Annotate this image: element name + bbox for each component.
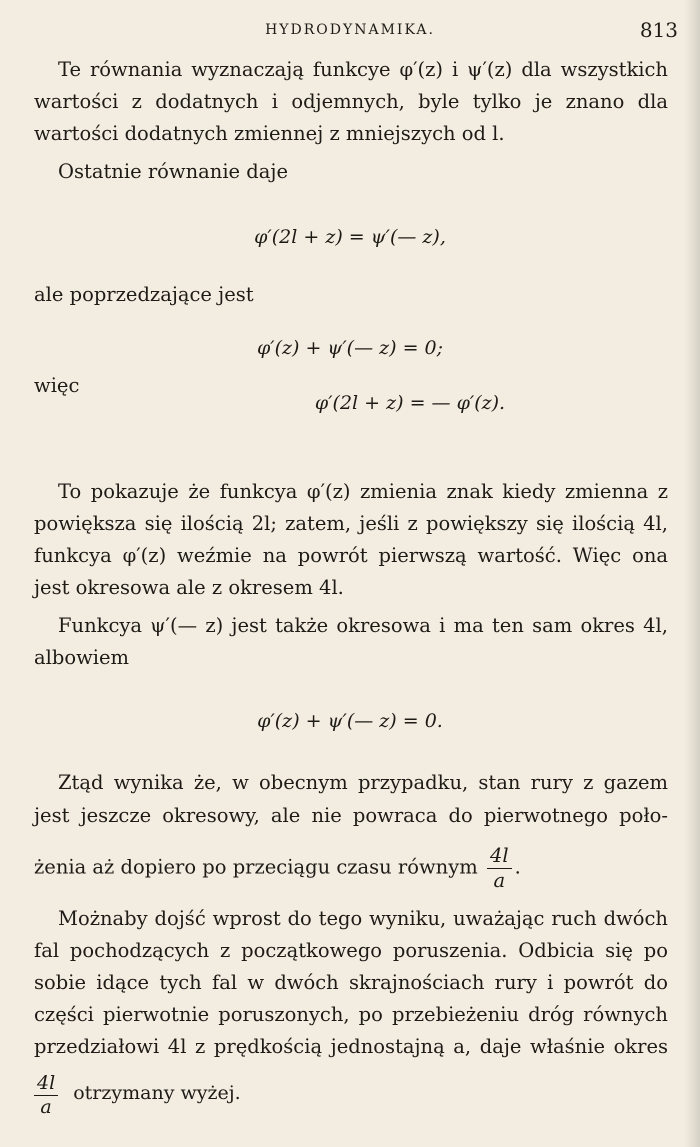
p7-line3-text: żenia aż dopiero po przeciągu czasu równym — [34, 855, 478, 879]
p8-line2: fal pochodzących z początkowego poruszenia. Odbicia się po — [34, 939, 668, 962]
fraction-denominator: a — [493, 868, 506, 892]
p7-line1: Ztąd wynika że, w obecnym przypadku, stan rury z gazem — [58, 771, 668, 794]
p8-line3: sobie idące tych fal w dwóch skrajnościach rury i powrót do — [34, 971, 668, 994]
p8-line4: części pierwotnie poruszonych, po przebieżeniu dróg równych — [34, 1003, 668, 1026]
p8-line6 — [34, 1074, 241, 1117]
running-header: HYDRODYNAMIKA. — [265, 22, 435, 38]
page-gutter-shadow — [684, 0, 700, 1147]
fraction-4l-over-a — [487, 846, 512, 890]
equation-1: φ′(2l + z) = ψ′(— z), — [254, 226, 446, 248]
p5-line4: jest okresowa ale z okresem 4l. — [34, 576, 344, 599]
p5-line3: funkcya φ′(z) weźmie na powrót pierwszą wartość. Więc ona — [34, 544, 668, 567]
page-number: 813 — [639, 18, 678, 42]
p1-line3: wartości dodatnych zmiennej z mniejszych od l. — [34, 122, 505, 145]
equation-4: φ′(z) + ψ′(— z) = 0. — [257, 710, 443, 732]
p8-line5: przedziałowi 4l z prędkością jednostajną a, daje właśnie okres — [34, 1035, 668, 1058]
p4-line1: więc — [34, 374, 80, 397]
p6-line1: Funkcya ψ′(— z) jest także okresowa i ma ten sam okres 4l, — [58, 614, 668, 637]
p6-line2: albowiem — [34, 646, 130, 669]
p7-line3 — [34, 846, 668, 890]
p5-line1: To pokazuje że funkcya φ′(z) zmienia znak kiedy zmienna z — [58, 480, 668, 503]
p3-line1: ale poprzedzające jest — [34, 283, 254, 306]
p1-line2: wartości z dodatnych i odjemnych, byle tylko je znano dla — [34, 90, 668, 113]
p7-line3-period: . — [514, 855, 521, 879]
fraction-numerator: 4l — [487, 846, 512, 869]
fraction-denominator-2: a — [40, 1096, 52, 1118]
fraction-4l-over-a-2 — [34, 1074, 58, 1117]
p1-line1: Te równania wyznaczają funkcye φ′(z) i ψ′(z) dla wszystkich — [58, 58, 668, 81]
p2-line1: Ostatnie równanie daje — [58, 160, 288, 183]
p5-line2: powiększa się ilością 2l; zatem, jeśli z powiększy się ilością 4l, — [34, 512, 668, 535]
equation-3: φ′(2l + z) = — φ′(z). — [314, 392, 506, 414]
p7-line2: jest jeszcze okresowy, ale nie powraca do pierwotnego poło- — [34, 804, 668, 827]
fraction-numerator-2: 4l — [34, 1074, 58, 1096]
equation-2: φ′(z) + ψ′(— z) = 0; — [256, 337, 444, 359]
p8-line6-text: otrzymany wyżej. — [73, 1081, 241, 1104]
p8-line1: Możnaby dojść wprost do tego wyniku, uważając ruch dwóch — [58, 907, 668, 930]
